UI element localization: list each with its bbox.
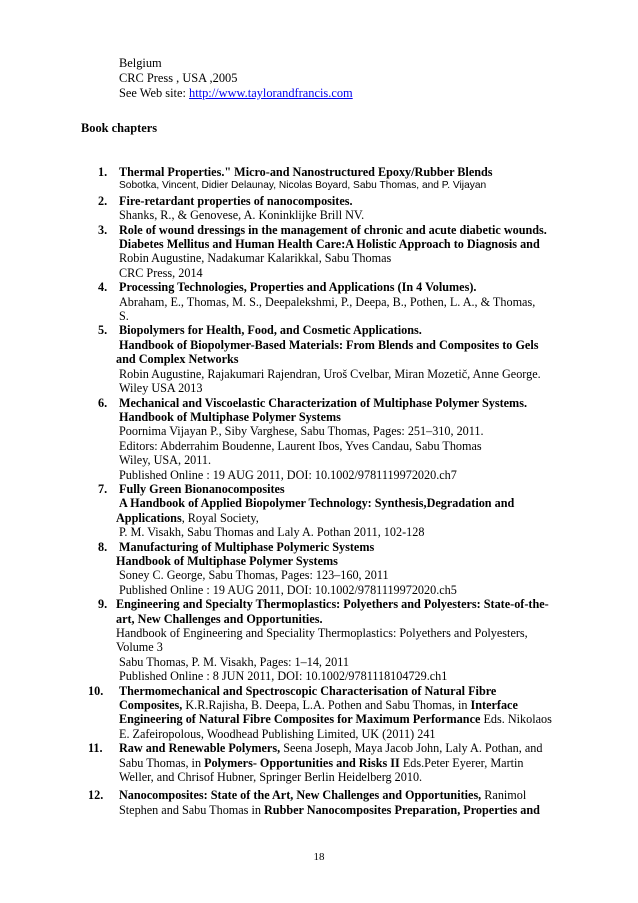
chapter-line: Applications, Royal Society, <box>116 510 259 525</box>
book-chapter-item <box>0 194 638 223</box>
book-chapter-item <box>0 597 638 683</box>
book-chapter-item <box>0 788 638 817</box>
publisher-name: CRC Press , USA ,2005 <box>119 71 238 85</box>
chapter-authors-line: Sobotka, Vincent, Didier Delaunay, Nicolas Boyard, Sabu Thomas, and P. Vijayan <box>119 180 487 192</box>
chapter-line: Nanocomposites: State of the Art, New Challenges and Opportunities, Ranimol <box>119 788 527 803</box>
section-heading: Book chapters <box>81 121 158 135</box>
chapter-title-line: Thermomechanical and Spectroscopic Characterisation of Natural Fibre <box>119 683 497 698</box>
chapter-title-line: Fully Green Bionanocomposites <box>119 481 285 496</box>
chapter-number: 6. <box>98 395 108 410</box>
book-chapter-item <box>0 482 638 540</box>
chapter-number: 4. <box>98 280 108 295</box>
chapter-number: 2. <box>98 193 108 208</box>
chapter-line: Published Online : 8 JUN 2011, DOI: 10.1002/9781118104729.ch1 <box>119 669 448 684</box>
chapter-line: Robin Augustine, Nadakumar Kalarikkal, Sabu Thomas <box>119 251 392 266</box>
chapter-line: Weller, and Chrisof Hubner, Springer Berlin Heidelberg 2010. <box>119 770 423 785</box>
chapter-number: 1. <box>98 165 108 179</box>
website-link[interactable]: http://www.taylorandfrancis.com <box>189 86 353 100</box>
chapter-line: Abraham, E., Thomas, M. S., Deepalekshmi, P., Deepa, B., Pothen, L. A., & Thomas, <box>119 294 536 309</box>
chapter-number: 12. <box>88 788 104 803</box>
publisher-website <box>119 86 353 101</box>
chapter-number: 5. <box>98 323 108 338</box>
chapter-line: S. <box>119 309 129 324</box>
chapter-number: 3. <box>98 222 108 237</box>
chapter-title-line: Role of wound dressings in the management of chronic and acute diabetic wounds. <box>119 222 547 237</box>
chapter-number: 10. <box>88 683 104 698</box>
chapter-number: 9. <box>98 597 108 612</box>
chapter-title-line: Fire-retardant properties of nanocomposites. <box>119 193 353 208</box>
chapter-line: Published Online : 19 AUG 2011, DOI: 10.1002/9781119972020.ch5 <box>119 582 457 597</box>
chapter-line: Volume 3 <box>116 640 163 655</box>
book-chapter-item <box>0 684 638 742</box>
book-chapter-item <box>0 223 638 281</box>
chapter-line: Poornima Vijayan P., Siby Varghese, Sabu Thomas, Pages: 251–310, 2011. <box>119 424 484 439</box>
chapter-title-line: Diabetes Mellitus and Human Health Care:A Holistic Approach to Diagnosis and <box>119 237 540 252</box>
chapter-line: P. M. Visakh, Sabu Thomas and Laly A. Pothan 2011, 102-128 <box>119 525 425 540</box>
chapter-title-line: art, New Challenges and Opportunities. <box>116 611 323 626</box>
chapter-number: 7. <box>98 481 108 496</box>
chapter-title-line: Biopolymers for Health, Food, and Cosmetic Applications. <box>119 323 422 338</box>
chapter-line: Robin Augustine, Rajakumari Rajendran, Uroš Cvelbar, Miran Mozetič, Anne George. <box>119 366 541 381</box>
chapter-line: Shanks, R., & Genovese, A. Koninklijke Brill NV. <box>119 208 365 223</box>
book-chapter-item <box>0 741 638 784</box>
chapter-line: Sabu Thomas, P. M. Visakh, Pages: 1–14, 2011 <box>119 654 349 669</box>
chapter-line: Published Online : 19 AUG 2011, DOI: 10.1002/9781119972020.ch7 <box>119 467 457 482</box>
chapter-line: Sabu Thomas, in Polymers- Opportunities and Risks II Eds.Peter Eyerer, Martin <box>119 755 524 770</box>
chapter-title-line: A Handbook of Applied Biopolymer Technology: Synthesis,Degradation and <box>119 496 515 511</box>
chapter-title-line: Manufacturing of Multiphase Polymeric Systems <box>119 539 375 554</box>
website-label: See Web site: <box>119 86 190 100</box>
chapter-title-line: Processing Technologies, Properties and Applications (In 4 Volumes). <box>119 280 477 295</box>
book-chapter-item <box>0 280 638 323</box>
chapter-title-line: Mechanical and Viscoelastic Characterization of Multiphase Polymer Systems. <box>119 395 528 410</box>
chapter-line: Engineering of Natural Fibre Composites for Maximum Performance Eds. Nikolaos <box>119 712 552 727</box>
book-chapter-item <box>0 323 638 395</box>
chapter-line: Soney C. George, Sabu Thomas, Pages: 123–160, 2011 <box>119 568 389 583</box>
publisher-location: Belgium <box>119 56 162 70</box>
chapter-number: 11. <box>88 741 103 756</box>
chapter-title-line: Handbook of Biopolymer-Based Materials: From Blends and Composites to Gels <box>119 337 539 352</box>
chapter-line: CRC Press, 2014 <box>119 265 203 280</box>
chapter-line: Editors: Abderrahim Boudenne, Laurent Ibos, Yves Candau, Sabu Thomas <box>119 438 482 453</box>
chapter-title-line: Handbook of Multiphase Polymer Systems <box>116 553 338 568</box>
chapter-line: Wiley, USA, 2011. <box>119 453 212 468</box>
page-number: 18 <box>313 851 325 863</box>
chapter-title-line: and Complex Networks <box>116 352 239 367</box>
chapter-title-line: Thermal Properties." Micro-and Nanostructured Epoxy/Rubber Blends <box>119 165 493 179</box>
publisher-info <box>119 56 353 101</box>
chapter-line: Stephen and Sabu Thomas in Rubber Nanocomposites Preparation, Properties and <box>119 802 540 817</box>
chapter-list <box>0 165 638 817</box>
chapter-title-line: Engineering and Specialty Thermoplastics: Polyethers and Polyesters: State-of-the- <box>116 597 549 612</box>
chapter-line: E. Zafeiropolous, Woodhead Publishing Limited, UK (2011) 241 <box>119 726 436 741</box>
book-chapter-item <box>0 540 638 598</box>
chapter-number: 8. <box>98 539 108 554</box>
chapter-line: Composites, K.R.Rajisha, B. Deepa, L.A. Pothen and Sabu Thomas, in Interface <box>119 698 518 713</box>
book-chapter-item <box>0 396 638 482</box>
book-chapter-item <box>0 165 638 194</box>
chapter-line: Wiley USA 2013 <box>119 381 203 396</box>
chapter-line: Raw and Renewable Polymers, Seena Joseph, Maya Jacob John, Laly A. Pothan, and <box>119 741 543 756</box>
chapter-line: Handbook of Engineering and Speciality Thermoplastics: Polyethers and Polyesters, <box>116 626 528 640</box>
chapter-title-line: Handbook of Multiphase Polymer Systems <box>119 409 341 424</box>
